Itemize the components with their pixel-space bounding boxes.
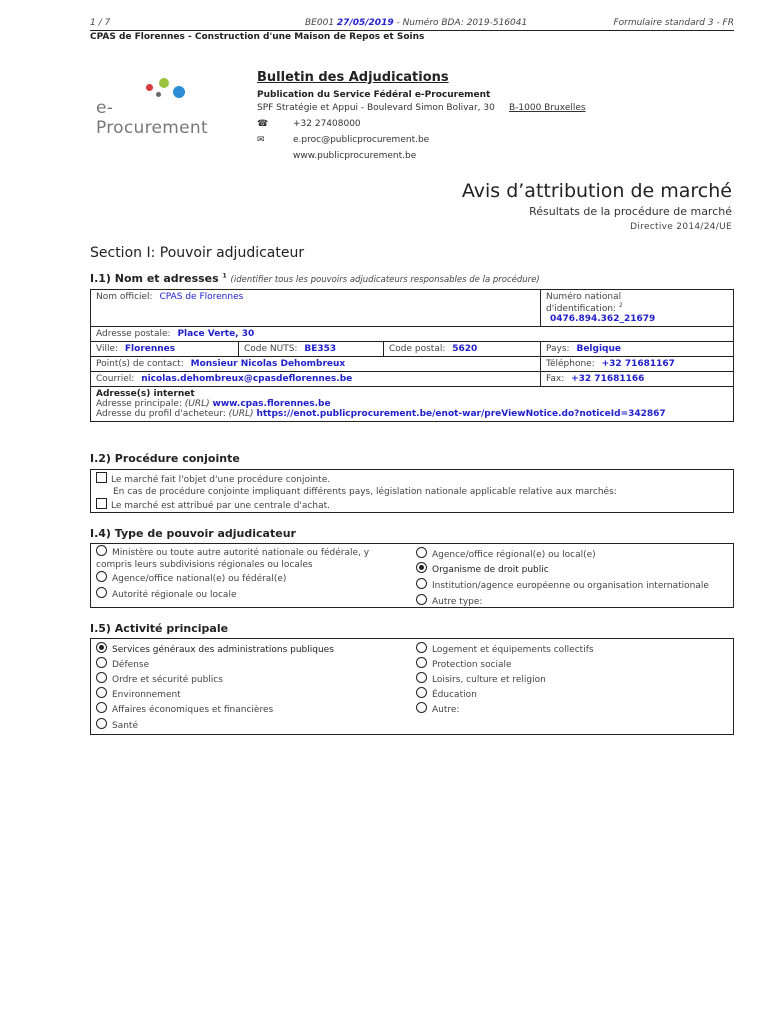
radio-public-order[interactable] [96, 672, 107, 683]
official-name: CPAS de Florennes [159, 292, 244, 302]
radio-general-services-selected[interactable] [96, 642, 107, 653]
page-header [90, 18, 734, 48]
e-procurement-logo [96, 78, 221, 138]
bulletin-block [257, 70, 737, 164]
joint-procedure-checkbox[interactable] [96, 472, 107, 483]
publisher-website[interactable]: www.publicprocurement.be [293, 151, 417, 161]
activity-environment: Environnement [96, 687, 181, 701]
radio-public-body-selected[interactable] [416, 562, 427, 573]
notice-subtitle: Résultats de la procédure de marché [529, 205, 732, 218]
contact-email[interactable]: nicolas.dehombreux@cpasdeflorennes.be [141, 374, 353, 384]
activity-defense: Défense [96, 657, 149, 671]
section-title: Section I: Pouvoir adjudicateur [90, 245, 305, 261]
buyer-profile-link[interactable]: https://enot.publicprocurement.be/enot-war/preViewNotice.do?noticeId=342867 [256, 409, 666, 419]
radio-economic-affairs[interactable] [96, 702, 107, 713]
radio-other-activity[interactable] [416, 702, 427, 713]
radio-recreation[interactable] [416, 672, 427, 683]
header-divider [90, 30, 734, 31]
radio-regional-authority[interactable] [96, 587, 107, 598]
main-activity-box [90, 638, 734, 735]
country-cell: Pays: Belgique [541, 342, 734, 357]
notice-heading [462, 180, 732, 232]
activity-other: Autre: [416, 702, 459, 716]
national-id: 0476.894.362_21679 [550, 314, 656, 324]
form-type: Formulaire standard 3 - FR [613, 18, 734, 28]
publisher-address: SPF Stratégie et Appui - Boulevard Simon Bolivar, 30 [257, 103, 495, 113]
authority-type-local-agency: Agence/office régional(e) ou local(e) [416, 547, 596, 561]
notice-title: Avis d’attribution de marché [461, 180, 732, 202]
notice-directive: Directive 2014/24/UE [630, 222, 732, 232]
radio-health[interactable] [96, 718, 107, 729]
activity-health: Santé [96, 718, 138, 732]
activity-social-protection: Protection sociale [416, 657, 512, 671]
page-number: 1 / 7 [90, 18, 111, 28]
nuts-code: BE353 [304, 344, 337, 354]
authority-type-ministry: Ministère ou toute autre autorité nationale ou fédérale, y compris leurs subdivisions régionales ou locales [96, 545, 396, 571]
radio-environment[interactable] [96, 687, 107, 698]
heading-i1-note: (identifier tous les pouvoirs adjudicateurs responsables de la procédure) [230, 275, 540, 285]
heading-i4: I.4) Type de pouvoir adjudicateur [90, 527, 296, 540]
email-cell: Courriel: nicolas.dehombreux@cpasdeflorennes.be [91, 372, 541, 387]
postal-code-cell: Code postal: 5620 [384, 342, 541, 357]
radio-other-type[interactable] [416, 594, 427, 605]
activity-general-services: Services généraux des administrations publiques [96, 642, 334, 656]
activity-recreation: Loisirs, culture et religion [416, 672, 546, 686]
logo-dot-blue [173, 86, 185, 98]
postal-address: Place Verte, 30 [177, 329, 255, 339]
radio-eu-institution[interactable] [416, 578, 427, 589]
joint-procedure-option: Le marché fait l'objet d'une procédure conjointe. [96, 472, 330, 486]
joint-procedure-note: En cas de procédure conjointe impliquant différents pays, législation nationale applicable relative aux marchés: [113, 487, 617, 497]
phone-cell: Téléphone: +32 71681167 [541, 357, 734, 372]
radio-national-agency[interactable] [96, 571, 107, 582]
radio-defense[interactable] [96, 657, 107, 668]
authority-type-box [90, 543, 734, 608]
main-address-link[interactable]: www.cpas.florennes.be [212, 399, 331, 409]
radio-local-agency[interactable] [416, 547, 427, 558]
web-line [257, 151, 737, 164]
logo-text: e-Procurement [96, 98, 208, 138]
activity-public-order: Ordre et sécurité publics [96, 672, 223, 686]
logo-dot-red [146, 84, 153, 91]
authority-type-other: Autre type: [416, 594, 482, 608]
radio-housing[interactable] [416, 642, 427, 653]
radio-ministry[interactable] [96, 545, 107, 556]
radio-social-protection[interactable] [416, 657, 427, 668]
activity-education: Éducation [416, 687, 477, 701]
contracting-authority-table [90, 289, 734, 422]
contact-phone: +32 71681167 [601, 359, 675, 369]
activity-housing: Logement et équipements collectifs [416, 642, 594, 656]
publisher-address-line [257, 103, 737, 116]
authority-type-eu-institution: Institution/agence européenne ou organisation internationale [416, 578, 709, 592]
city: Florennes [124, 344, 176, 354]
publication-date: 27/05/2019 [336, 18, 394, 28]
nuts-cell: Code NUTS: BE353 [239, 342, 384, 357]
heading-i1: I.1) Nom et adresses $^1$ (identifier tous les pouvoirs adjudicateurs responsables de la procédure) [90, 272, 540, 285]
radio-education[interactable] [416, 687, 427, 698]
central-purchasing-option: Le marché est attribué par une centrale d'achat. [96, 498, 330, 512]
postal-code: 5620 [452, 344, 478, 354]
contact-person: Monsieur Nicolas Dehombreux [190, 359, 346, 369]
publisher-city: B-1000 Bruxelles [509, 103, 586, 113]
authority-type-regional: Autorité régionale ou locale [96, 587, 236, 601]
joint-procedure-box [90, 469, 734, 513]
contact-fax: +32 71681166 [571, 374, 645, 384]
contact-cell: Point(s) de contact: Monsieur Nicolas Dehombreux [91, 357, 541, 372]
form-reference: BE001 27/05/2019 - Numéro BDA: 2019-516041 [305, 18, 528, 28]
official-name-cell: Nom officiel: CPAS de Florennes [91, 290, 541, 327]
heading-i5: I.5) Activité principale [90, 622, 229, 635]
email-line [257, 135, 737, 148]
publisher-email[interactable]: e.proc@publicprocurement.be [293, 135, 430, 145]
activity-economic-affairs: Affaires économiques et financières [96, 702, 273, 716]
authority-type-national-agency: Agence/office national(e) ou fédéral(e) [96, 571, 286, 585]
heading-i2: I.2) Procédure conjointe [90, 452, 240, 465]
phone-icon: ☎ [257, 119, 269, 129]
phone-line [257, 119, 737, 132]
city-cell: Ville: Florennes [91, 342, 239, 357]
publisher-phone: +32 27408000 [293, 119, 361, 129]
central-purchasing-checkbox[interactable] [96, 498, 107, 509]
postal-address-cell: Adresse postale: Place Verte, 30 [91, 327, 734, 342]
internet-label: Adresse(s) internet [96, 389, 195, 399]
logo-dot-grey [156, 92, 161, 97]
logo-dot-green [159, 78, 169, 88]
fax-cell: Fax: +32 71681166 [541, 372, 734, 387]
bulletin-title: Bulletin des Adjudications [257, 70, 449, 85]
internet-cell: Adresse(s) internet Adresse principale: (URL) www.cpas.florennes.be Adresse du profil d'acheteur: (URL) https://enot.publicprocurement.be/enot-war/preViewNotice.do?noticeId=342867 [91, 387, 734, 422]
publisher: Publication du Service Fédéral e-Procurement [257, 90, 491, 100]
authority-type-public-body: Organisme de droit public [416, 562, 549, 576]
envelope-icon: ✉ [257, 135, 265, 145]
document-subtitle: CPAS de Florennes - Construction d'une Maison de Repos et Soins [90, 32, 425, 42]
national-id-cell: Numéro national d'identification: $^2$ 0476.894.362_21679 [541, 290, 734, 327]
country: Belgique [576, 344, 621, 354]
